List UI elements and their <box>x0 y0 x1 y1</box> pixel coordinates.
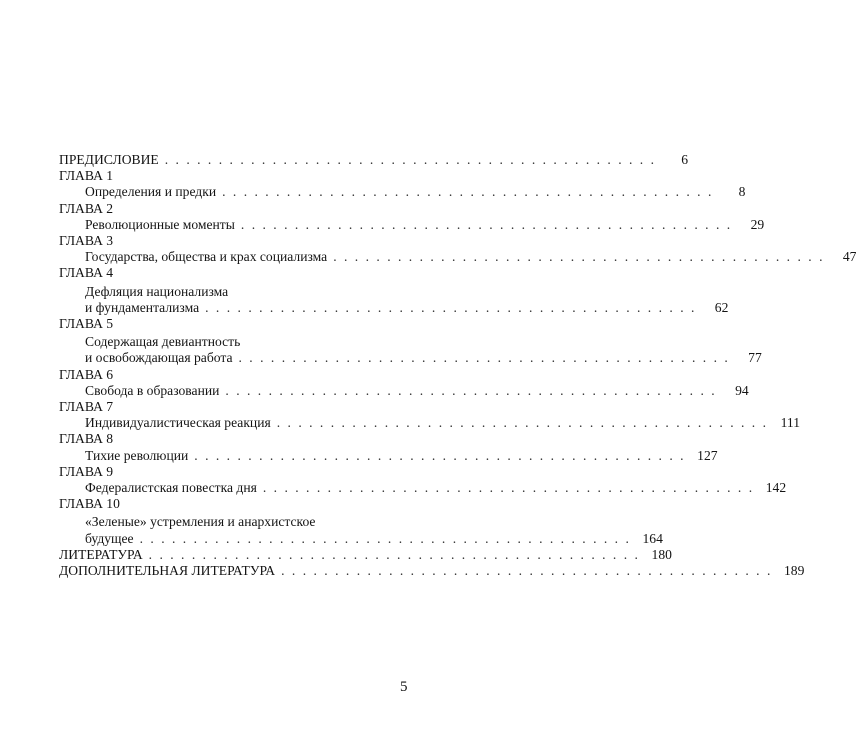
entry-title: Индивидуалистическая реакция <box>85 415 271 431</box>
entry-title: Революционные моменты <box>85 216 235 232</box>
toc-entry-ch4 <box>59 299 729 316</box>
chapter-label: ГЛАВА 4 <box>59 265 114 281</box>
entry-page: 62 <box>714 299 729 315</box>
entry-page: 189 <box>783 563 805 579</box>
page-number: 5 <box>400 679 408 695</box>
chapter-label: ГЛАВА 5 <box>59 316 114 332</box>
entry-title: «Зеленые» устремления и анархистское <box>85 514 316 530</box>
toc-entry-ch5 <box>59 350 762 366</box>
toc-entry-ch6 <box>59 382 749 399</box>
dot-leader: . . . . . . . . . . . . . . . . . . . . . . . . . . . . . . . . . . . . . . . . . . . . . . <box>139 530 631 546</box>
dot-leader: . . . . . . . . . . . . . . . . . . . . . . . . . . . . . . . . . . . . . . . . . . . . . . <box>222 184 714 200</box>
entry-title: Государства, общества и крах социализма <box>85 249 328 265</box>
chapter-heading <box>59 201 414 217</box>
dot-leader: . . . . . . . . . . . . . . . . . . . . . . . . . . . . . . . . . . . . . . . . . . . . . . <box>205 299 697 315</box>
entry-title: и освобождающая работа <box>85 350 233 366</box>
toc-entry-ch7 <box>59 415 800 431</box>
chapter-heading <box>59 496 414 512</box>
toc-entry-additional-literature <box>59 563 805 579</box>
chapter-heading <box>59 168 414 184</box>
dot-leader: . . . . . . . . . . . . . . . . . . . . . . . . . . . . . . . . . . . . . . . . . . . . . . <box>276 415 768 431</box>
toc-entry-literature <box>59 546 672 563</box>
chapter-heading <box>59 265 414 281</box>
toc-entry-ch8 <box>59 447 718 464</box>
entry-title: Тихие революции <box>85 447 189 463</box>
dot-leader: . . . . . . . . . . . . . . . . . . . . . . . . . . . . . . . . . . . . . . . . . . . . . . <box>194 447 686 463</box>
toc-entry-ch4-line1 <box>59 284 414 300</box>
chapter-label: ГЛАВА 10 <box>59 496 120 512</box>
entry-page: 142 <box>765 480 787 496</box>
table-of-contents <box>59 152 856 579</box>
chapter-label: ГЛАВА 2 <box>59 200 114 216</box>
entry-page: 164 <box>642 530 663 546</box>
entry-page: 47 <box>842 249 856 265</box>
entry-title: и фундаментализма <box>85 299 200 315</box>
entry-page: 77 <box>748 350 762 366</box>
entry-page: 180 <box>651 546 672 562</box>
entry-page: 127 <box>697 447 718 463</box>
entry-page: 8 <box>738 184 746 200</box>
dot-leader: . . . . . . . . . . . . . . . . . . . . . . . . . . . . . . . . . . . . . . . . . . . . . . <box>262 480 755 496</box>
dot-leader: . . . . . . . . . . . . . . . . . . . . . . . . . . . . . . . . . . . . . . . . . . . . . . <box>333 249 825 265</box>
chapter-label: ГЛАВА 6 <box>59 366 114 382</box>
chapter-heading <box>59 233 414 249</box>
toc-entry-preface <box>59 152 688 168</box>
chapter-label: ГЛАВА 7 <box>59 399 114 415</box>
chapter-label: ГЛАВА 1 <box>59 168 114 184</box>
chapter-heading <box>59 399 414 415</box>
toc-entry-ch1 <box>59 184 746 200</box>
entry-title: ПРЕДИСЛОВИЕ <box>59 152 159 167</box>
entry-title: ЛИТЕРАТУРА <box>59 546 143 562</box>
toc-entry-ch10-line1 <box>59 514 414 530</box>
entry-title: ДОПОЛНИТЕЛЬНАЯ ЛИТЕРАТУРА <box>59 563 276 579</box>
chapter-label: ГЛАВА 8 <box>59 431 114 447</box>
toc-entry-ch10 <box>59 530 663 547</box>
chapter-heading <box>59 367 414 383</box>
entry-title: Дефляция национализма <box>85 283 229 299</box>
chapter-heading <box>59 464 414 480</box>
dot-leader: . . . . . . . . . . . . . . . . . . . . . . . . . . . . . . . . . . . . . . . . . . . . . . <box>238 350 730 366</box>
dot-leader: . . . . . . . . . . . . . . . . . . . . . . . . . . . . . . . . . . . . . . . . . . . . . . <box>148 546 640 562</box>
entry-page: 29 <box>750 216 765 232</box>
chapter-heading <box>59 431 414 447</box>
dot-leader: . . . . . . . . . . . . . . . . . . . . . . . . . . . . . . . . . . . . . . . . . . . . . . <box>164 152 656 167</box>
entry-title: Федералистская повестка дня <box>85 480 257 496</box>
entry-page: 111 <box>780 415 800 431</box>
entry-page: 94 <box>735 382 749 398</box>
chapter-label: ГЛАВА 9 <box>59 463 114 479</box>
entry-title: Свобода в образовании <box>85 382 220 398</box>
chapter-label: ГЛАВА 3 <box>59 233 114 249</box>
entry-title: Содержащая девиантность <box>85 334 241 350</box>
entry-page: 6 <box>681 152 688 167</box>
entry-title: Определения и предки <box>85 184 217 200</box>
chapter-heading <box>59 316 414 332</box>
entry-title: будущее <box>85 530 134 546</box>
dot-leader: . . . . . . . . . . . . . . . . . . . . . . . . . . . . . . . . . . . . . . . . . . . . . . <box>240 216 733 232</box>
toc-entry-ch3 <box>59 249 856 265</box>
toc-entry-ch2 <box>59 216 765 233</box>
dot-leader: . . . . . . . . . . . . . . . . . . . . . . . . . . . . . . . . . . . . . . . . . . . . . . <box>281 563 773 579</box>
dot-leader: . . . . . . . . . . . . . . . . . . . . . . . . . . . . . . . . . . . . . . . . . . . . . . <box>225 382 717 398</box>
toc-entry-ch9 <box>59 480 787 496</box>
toc-entry-ch5-line1 <box>59 334 414 350</box>
